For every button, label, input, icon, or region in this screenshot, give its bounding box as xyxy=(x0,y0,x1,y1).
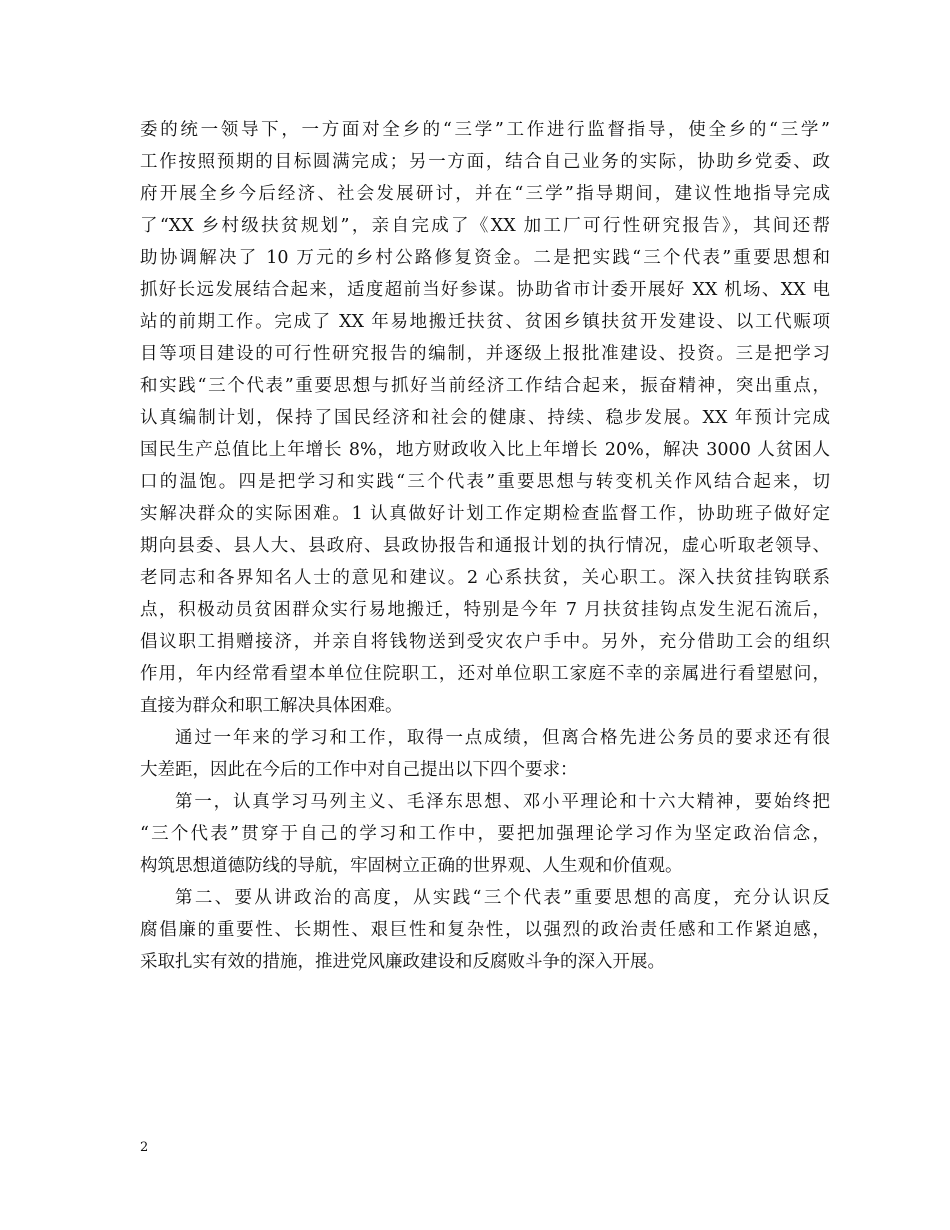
text-line: 目等项目建设的可行性研究报告的编制，并逐级上报批准建设、投资。三是把学习 xyxy=(140,344,830,364)
text-line: 构筑思想道德防线的导航，牢固树立正确的世界观、人生观和价值观。 xyxy=(140,856,683,876)
text-line: 大差距，因此在今后的工作中对自己提出以下四个要求： xyxy=(140,760,578,780)
text-line: 第一，认真学习马列主义、毛泽东思想、邓小平理论和十六大精神，要始终把 xyxy=(175,792,830,812)
text-line: 期向县委、县人大、县政府、县政协报告和通报计划的执行情况，虚心听取老领导、 xyxy=(140,536,830,556)
text-line: 实解决群众的实际困难。1 认真做好计划工作定期检查监督工作，协助班子做好定 xyxy=(140,504,830,524)
text-line: 腐倡廉的重要性、长期性、艰巨性和复杂性，以强烈的政治责任感和工作紧迫感， xyxy=(140,920,830,940)
text-line: 站的前期工作。完成了 XX 年易地搬迁扶贫、贫困乡镇扶贫开发建设、以工代赈项 xyxy=(140,312,830,332)
text-line: 作用，年内经常看望本单位住院职工，还对单位职工家庭不幸的亲属进行看望慰问， xyxy=(140,664,830,684)
text-line: “三个代表”贯穿于自己的学习和工作中，要把加强理论学习作为坚定政治信念， xyxy=(140,824,830,844)
document-body xyxy=(140,114,830,978)
text-line: 倡议职工捐赠接济，并亲自将钱物送到受灾农户手中。另外，充分借助工会的组织 xyxy=(140,632,830,652)
text-line: 国民生产总值比上年增长 8%，地方财政收入比上年增长 20%，解决 3000 人贫困人 xyxy=(140,440,830,460)
paragraph-work-summary xyxy=(140,114,830,722)
text-line: 府开展全乡今后经济、社会发展研讨，并在“三学”指导期间，建议性地指导完成 xyxy=(140,184,830,204)
text-line: 直接为群众和职工解决具体困难。 xyxy=(140,696,403,716)
text-line: 工作按照预期的目标圆满完成；另一方面，结合自己业务的实际，协助乡党委、政 xyxy=(140,152,830,172)
text-line: 和实践“三个代表”重要思想与抓好当前经济工作结合起来，振奋精神，突出重点， xyxy=(140,376,830,396)
text-line: 认真编制计划，保持了国民经济和社会的健康、持续、稳步发展。XX 年预计完成 xyxy=(140,408,830,428)
page-number: 2 xyxy=(140,1140,149,1155)
paragraph-requirement-one xyxy=(140,786,830,882)
text-line: 采取扎实有效的措施，推进党风廉政建设和反腐败斗争的深入开展。 xyxy=(140,952,665,972)
text-line: 第二、要从讲政治的高度，从实践“三个代表”重要思想的高度，充分认识反 xyxy=(175,888,830,908)
paragraph-gap-statement xyxy=(140,722,830,786)
text-line: 口的温饱。四是把学习和实践“三个代表”重要思想与转变机关作风结合起来，切 xyxy=(140,472,830,492)
text-line: 通过一年来的学习和工作，取得一点成绩，但离合格先进公务员的要求还有很 xyxy=(175,728,830,748)
text-line: 点，积极动员贫困群众实行易地搬迁，特别是今年 7 月扶贫挂钩点发生泥石流后， xyxy=(140,600,830,620)
text-line: 了“XX 乡村级扶贫规划”，亲自完成了《XX 加工厂可行性研究报告》，其间还帮 xyxy=(140,216,830,236)
text-line: 委的统一领导下，一方面对全乡的“三学”工作进行监督指导，使全乡的“三学” xyxy=(140,120,830,140)
text-line: 助协调解决了 10 万元的乡村公路修复资金。二是把实践“三个代表”重要思想和 xyxy=(140,248,830,268)
text-line: 抓好长远发展结合起来，适度超前当好参谋。协助省市计委开展好 XX 机场、XX 电 xyxy=(140,280,830,300)
text-line: 老同志和各界知名人士的意见和建议。2 心系扶贫，关心职工。深入扶贫挂钩联系 xyxy=(140,568,830,588)
paragraph-requirement-two xyxy=(140,882,830,978)
